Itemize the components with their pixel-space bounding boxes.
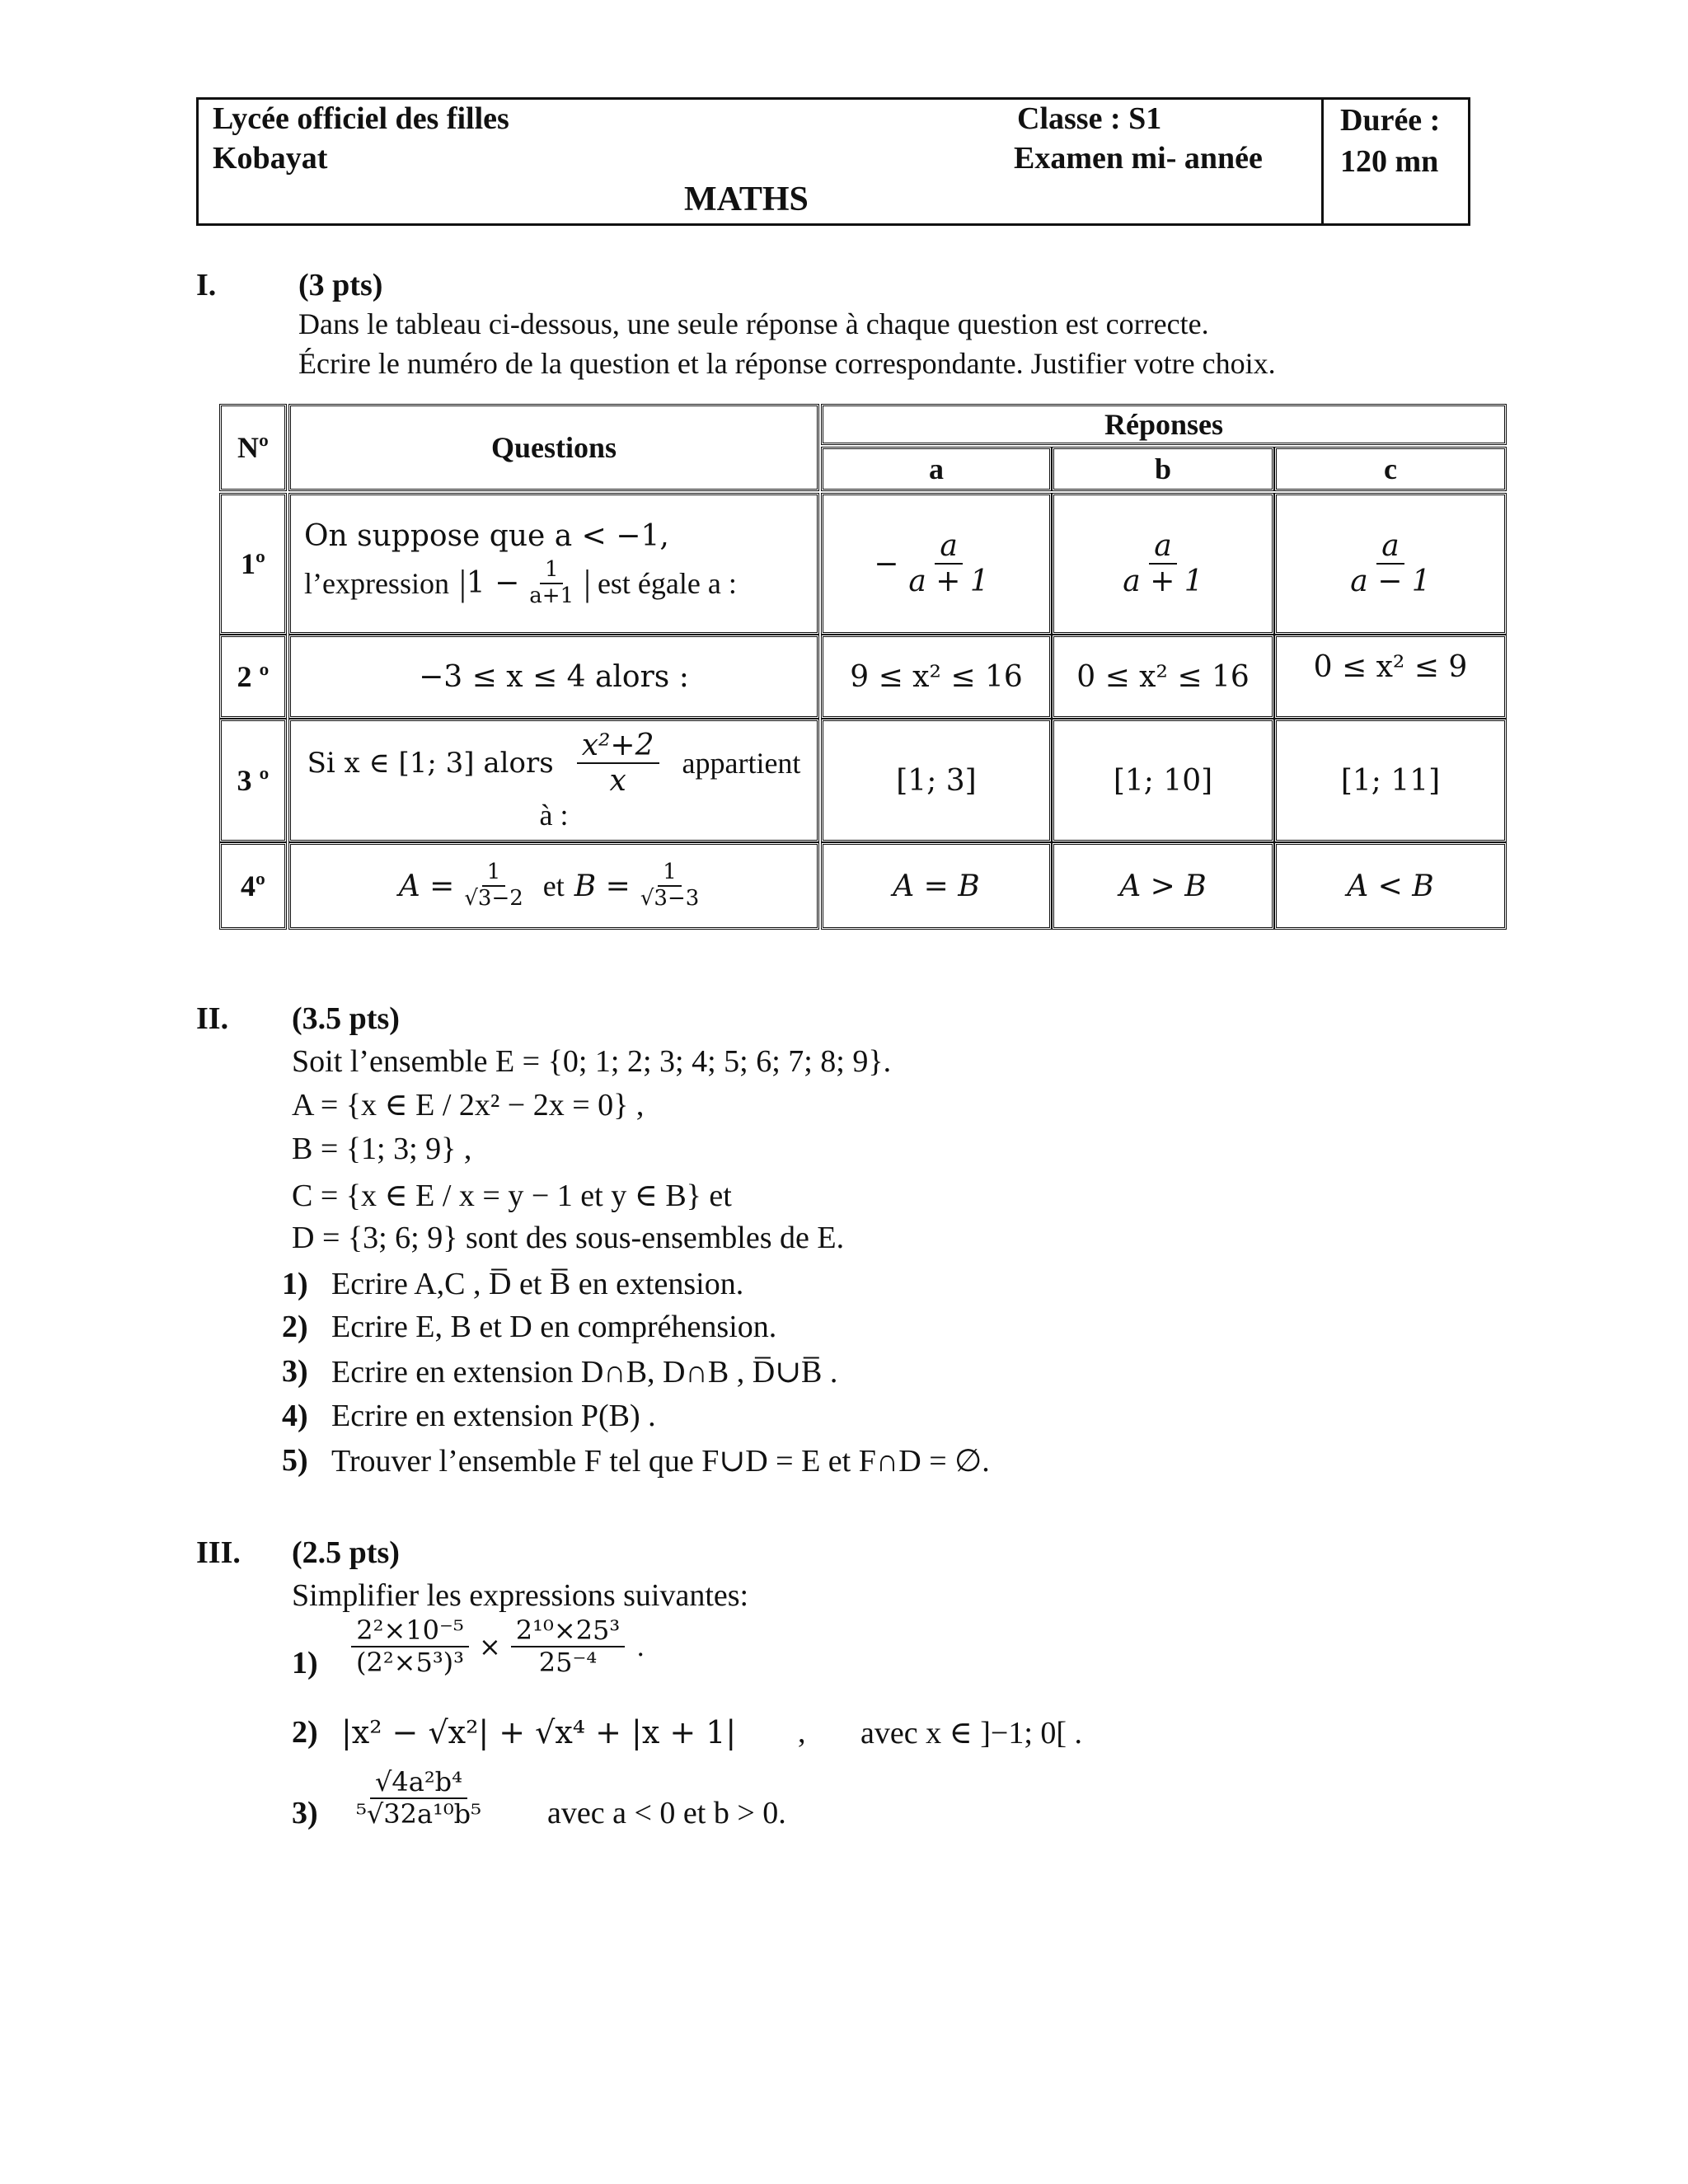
row-4-b-num: 1 (658, 860, 682, 887)
section-2-line-2: A = {x ∈ E / 2x² − 2x = 0} , (292, 1088, 645, 1122)
row-3-question-pre: Si x ∈ [1; 3] alors (307, 747, 554, 780)
row-1-expr-pre: 1 − (466, 566, 520, 600)
section-2-line-3: B = {1; 3; 9} , (292, 1132, 472, 1166)
duration-value: 120 mn (1340, 144, 1439, 179)
row-1-question-line2 (304, 558, 737, 609)
row-3-answer-a: [1; 3] (821, 719, 1052, 842)
row-4-no: 4º (219, 842, 287, 930)
row-4-b-den: √3−3 (640, 886, 700, 911)
th-c: c (1274, 447, 1507, 491)
row-1-answer-b (1052, 493, 1274, 635)
row-4-et: et (542, 869, 565, 902)
school-name: Lycée officiel des filles (213, 101, 509, 136)
row-1-b-fraction (1118, 529, 1207, 599)
row-3-no: 3 º (219, 719, 287, 842)
section-3-number: III. (196, 1535, 241, 1570)
row-1-no: 1º (219, 493, 287, 635)
s3-item1-f2-num: 2¹⁰×25³ (511, 1615, 625, 1647)
section-3-item-2-sep: , (798, 1715, 806, 1750)
row-1-expr-fraction (524, 558, 579, 609)
section-3-item-1-num: 1) (292, 1646, 318, 1680)
s3-item1-f2-den: 25⁻⁴ (538, 1646, 598, 1678)
exam-label: Examen mi- année (1014, 141, 1263, 176)
row-1-expr-num: 1 (540, 558, 564, 584)
row-2-answer-c: 0 ≤ x² ≤ 9 (1274, 635, 1507, 719)
th-b: b (1052, 447, 1274, 491)
row-1-b-num: a (1149, 529, 1176, 565)
row-4-question (288, 842, 819, 930)
section-3-item-2-num: 2) (292, 1715, 318, 1750)
th-a: a (821, 447, 1052, 491)
section-2-item-1-text: Ecrire A,C , D̅ et B̅ en extension. (331, 1267, 744, 1301)
row-1-a-den: a + 1 (908, 565, 989, 598)
section-3-item-3-expr (346, 1767, 491, 1830)
section-2-item-5-num: 5) (282, 1443, 308, 1478)
section-3-item-1-expr (346, 1615, 645, 1678)
row-1-c-den: a − 1 (1350, 565, 1431, 598)
row-1-question (288, 493, 819, 635)
th-reponses: Réponses (821, 404, 1507, 445)
th-questions: Questions (288, 404, 819, 491)
row-3-answer-c: [1; 11] (1274, 719, 1507, 842)
row-3-question-line2: à : (539, 799, 569, 832)
section-1-intro-1: Dans le tableau ci-dessous, une seule réponse à chaque question est correcte. (298, 307, 1209, 340)
section-2-line-1: Soit l’ensemble E = {0; 1; 2; 3; 4; 5; 6; 7; 8; 9}. (292, 1044, 892, 1079)
section-2-item-5-text: Trouver l’ensemble F tel que F∪D = E et F∩D = ∅. (331, 1444, 990, 1479)
row-3-question (288, 719, 819, 842)
section-2-item-2-num: 2) (282, 1310, 308, 1344)
row-3-frac-den: x (609, 764, 626, 798)
abs-bar-left: | (458, 563, 467, 603)
s3-item1-frac2 (511, 1615, 625, 1678)
row-4-a-num: 1 (482, 860, 506, 887)
section-3-intro: Simplifier les expressions suivantes: (292, 1578, 749, 1613)
row-1-b-den: a + 1 (1123, 565, 1203, 598)
row-4-a-label: A = (398, 869, 455, 903)
section-3-item-2-cond: avec x ∈ ]−1; 0[ . (860, 1716, 1083, 1750)
section-3-points: (2.5 pts) (292, 1535, 400, 1570)
section-3-item-3-cond: avec a < 0 et b > 0. (547, 1796, 786, 1830)
row-1-question-line1: On suppose que a < −1, (304, 518, 669, 553)
row-1-answer-a (821, 493, 1052, 635)
s3-item1-times: × (478, 1630, 501, 1662)
row-4-answer-c: A < B (1274, 842, 1507, 930)
section-2-item-4-text: Ecrire en extension P(B) . (331, 1399, 656, 1433)
s3-item3-num: √4a²b⁴ (370, 1767, 467, 1799)
section-2-number: II. (196, 1001, 229, 1036)
row-2-answer-b: 0 ≤ x² ≤ 16 (1052, 635, 1274, 719)
row-4-a-fraction (459, 860, 528, 912)
row-2-question: −3 ≤ x ≤ 4 alors : (288, 635, 819, 719)
row-1-answer-c (1274, 493, 1507, 635)
section-2-line-5: D = {3; 6; 9} sont des sous-ensembles de E. (292, 1221, 845, 1255)
row-1-question-post: est égale a : (597, 566, 737, 600)
th-no: Nº (219, 404, 287, 491)
qcm-table (219, 404, 1507, 931)
row-3-question-line1 (307, 729, 801, 799)
section-2-item-3-text: Ecrire en extension D∩B, D∩B , D̅∪B̅ . (331, 1355, 838, 1390)
section-3-item-3-num: 3) (292, 1796, 318, 1830)
s3-item1-f1-den: (2²×5³)³ (356, 1646, 464, 1678)
section-1-number: I. (196, 268, 217, 302)
row-1-c-num: a (1376, 529, 1404, 565)
row-1-question-pre: l’expression (304, 566, 449, 600)
s3-item1-frac1 (351, 1615, 469, 1678)
row-4-answer-b: A > B (1052, 842, 1274, 930)
row-3-fraction (577, 729, 659, 799)
section-2-points: (3.5 pts) (292, 1001, 400, 1036)
subject-title: MATHS (684, 180, 809, 218)
section-3-item-2-expr: |x² − √x²| + √x⁴ + |x + 1| (341, 1714, 737, 1750)
duration-label: Durée : (1340, 103, 1441, 138)
row-4-b-fraction (635, 860, 704, 912)
row-3-question-post: appartient (682, 747, 801, 780)
row-4-a-den: √3−2 (464, 886, 523, 911)
abs-bar-right: | (584, 563, 591, 603)
s3-item1-end: . (636, 1630, 645, 1662)
section-2-item-2-text: Ecrire E, B et D en compréhension. (331, 1310, 777, 1344)
section-1-points: (3 pts) (298, 268, 383, 302)
row-1-a-fraction (903, 529, 993, 599)
header-divider (1321, 97, 1324, 226)
row-4-answer-a: A = B (821, 842, 1052, 930)
row-1-a-num: a (935, 529, 962, 565)
s3-item3-den: ⁵√32a¹⁰b⁵ (356, 1797, 481, 1830)
row-2-no: 2 º (219, 635, 287, 719)
row-2-answer-a: 9 ≤ x² ≤ 16 (821, 635, 1052, 719)
row-3-frac-num: x²+2 (577, 729, 659, 764)
row-4-b-label: B = (574, 869, 631, 903)
section-2-item-3-num: 3) (282, 1354, 308, 1389)
school-town: Kobayat (213, 141, 328, 176)
row-1-c-fraction (1345, 529, 1435, 599)
row-1-a-sign: − (874, 546, 899, 581)
section-1-intro-2: Écrire le numéro de la question et la réponse correspondante. Justifier votre choix. (298, 347, 1276, 380)
class-label: Classe : S1 (1017, 101, 1162, 136)
s3-item3-frac (351, 1767, 486, 1830)
section-2-item-4-num: 4) (282, 1399, 308, 1433)
section-2-item-1-num: 1) (282, 1267, 308, 1301)
row-3-answer-b: [1; 10] (1052, 719, 1274, 842)
section-2-line-4: C = {x ∈ E / x = y − 1 et y ∈ B} et (292, 1179, 732, 1213)
row-1-expr-den: a+1 (529, 583, 574, 608)
s3-item1-f1-num: 2²×10⁻⁵ (351, 1615, 468, 1647)
